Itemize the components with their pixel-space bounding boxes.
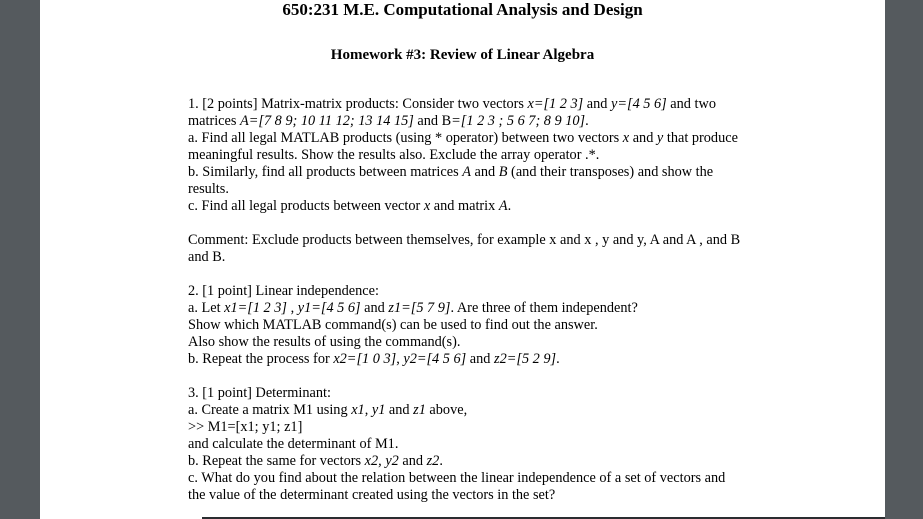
q2-part-a: a. Let x1=[1 2 3] , y1=[4 5 6] and z1=[5 7 9]. Are three of them independent? xyxy=(188,300,638,316)
q3-line-4: and calculate the determinant of M1. xyxy=(188,436,399,452)
q1-part-b-line-1: b. Similarly, find all products between matrices A and B (and their transposes) and show the xyxy=(188,164,714,180)
q1-part-b-line-2: results. xyxy=(188,181,229,197)
page-subtitle: Homework #3: Review of Linear Algebra xyxy=(330,47,595,63)
q3-part-c-line-2: the value of the determinant created using the vectors in the set? xyxy=(188,487,556,503)
q1-part-a-line-2: meaningful results. Show the results also. Exclude the array operator .*. xyxy=(188,147,600,163)
q3-heading: 3. [1 point] Determinant: xyxy=(188,385,331,401)
q1-part-a-line-1: a. Find all legal MATLAB products (using * operator) between two vectors x and y that produce xyxy=(188,130,738,146)
q3-part-c-line-1: c. What do you find about the relation between the linear independence of a set of vectors and xyxy=(188,470,726,486)
document-body xyxy=(188,96,778,504)
comment-line-1: Comment: Exclude products between themselves, for example x and x , y and y, A and A , and B xyxy=(188,232,741,248)
q2-line-3: Show which MATLAB command(s) can be used to find out the answer. xyxy=(188,317,598,333)
q3-part-b: b. Repeat the same for vectors x2, y2 and z2. xyxy=(188,453,443,469)
q1-line-2: matrices A=[7 8 9; 10 11 12; 13 14 15] and B=[1 2 3 ; 5 6 7; 8 9 10]. xyxy=(188,113,589,129)
comment-line-2: and B. xyxy=(188,249,226,265)
document-page xyxy=(40,0,885,519)
q2-heading: 2. [1 point] Linear independence: xyxy=(188,283,379,299)
q1-line-1: 1. [2 points] Matrix-matrix products: Consider two vectors x=[1 2 3] and y=[4 5 6] and two xyxy=(188,96,716,112)
q3-code-line: >> M1=[x1; y1; z1] xyxy=(188,419,303,435)
q1-part-c: c. Find all legal products between vector x and matrix A. xyxy=(188,198,512,214)
page-title: 650:231 M.E. Computational Analysis and Design xyxy=(282,0,643,19)
q2-part-b: b. Repeat the process for x2=[1 0 3], y2=[4 5 6] and z2=[5 2 9]. xyxy=(188,351,560,367)
q2-line-4: Also show the results of using the command(s). xyxy=(188,334,461,350)
q3-part-a: a. Create a matrix M1 using x1, y1 and z1 above, xyxy=(188,402,468,418)
